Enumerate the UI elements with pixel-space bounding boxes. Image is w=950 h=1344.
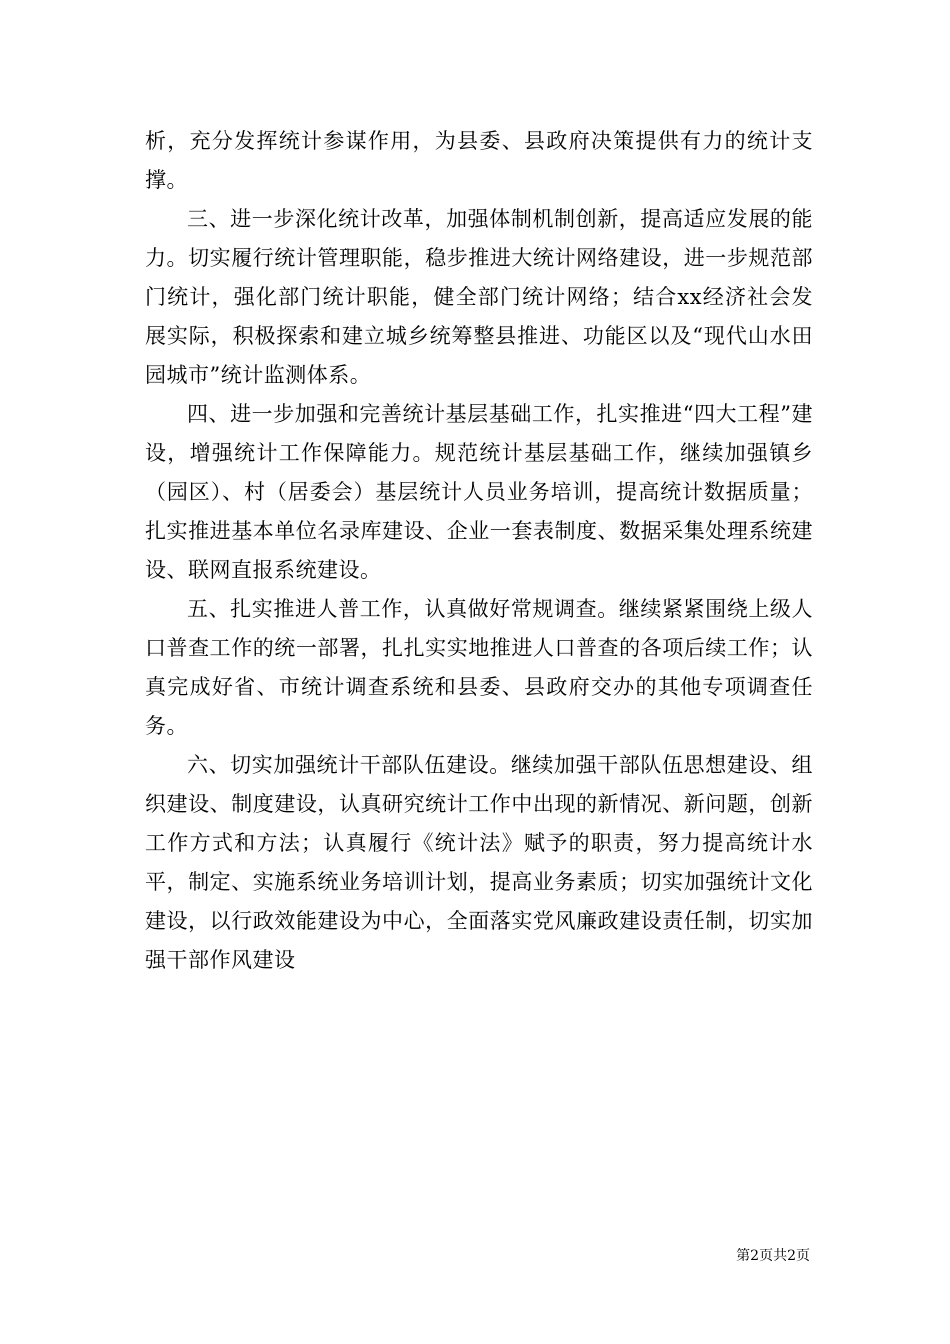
paragraph-item-4: 四、进一步加强和完善统计基层基础工作，扎实推进“四大工程”建设，增强统计工作保障能力。规范统计基层基础工作，继续加强镇乡（园区）、村（居委会）基层统计人员业务培训，提高统计数据质量；扎实推进基本单位名录库建设、企业一套表制度、数据采集处理系统建设、联网直报系统建设。 [145, 402, 813, 582]
document-body [145, 122, 813, 980]
paragraph-item-3: 三、进一步深化统计改革，加强体制机制创新，提高适应发展的能力。切实履行统计管理职能，稳步推进大统计网络建设，进一步规范部门统计，强化部门统计职能，健全部门统计网络；结合xx经济社会发展实际，积极探索和建立城乡统筹整县推进、功能区以及“现代山水田园城市”统计监测体系。 [145, 207, 813, 387]
paragraph-item-6: 六、切实加强统计干部队伍建设。继续加强干部队伍思想建设、组织建设、制度建设，认真研究统计工作中出现的新情况、新问题，创新工作方式和方法；认真履行《统计法》赋予的职责，努力提高统计水平，制定、实施系统业务培训计划，提高业务素质；切实加强统计文化建设，以行政效能建设为中心，全面落实党风廉政建设责任制，切实加强干部作风建设 [145, 753, 813, 972]
paragraph-continuation: 析，充分发挥统计参谋作用，为县委、县政府决策提供有力的统计支撑。 [145, 129, 813, 192]
paragraph-item-5: 五、扎实推进人普工作，认真做好常规调查。继续紧紧围绕上级人口普查工作的统一部署，扎扎实实地推进人口普查的各项后续工作；认真完成好省、市统计调查系统和县委、县政府交办的其他专项调查任务。 [145, 597, 813, 738]
page-number-footer: 第2页共2页 [736, 1248, 810, 1264]
